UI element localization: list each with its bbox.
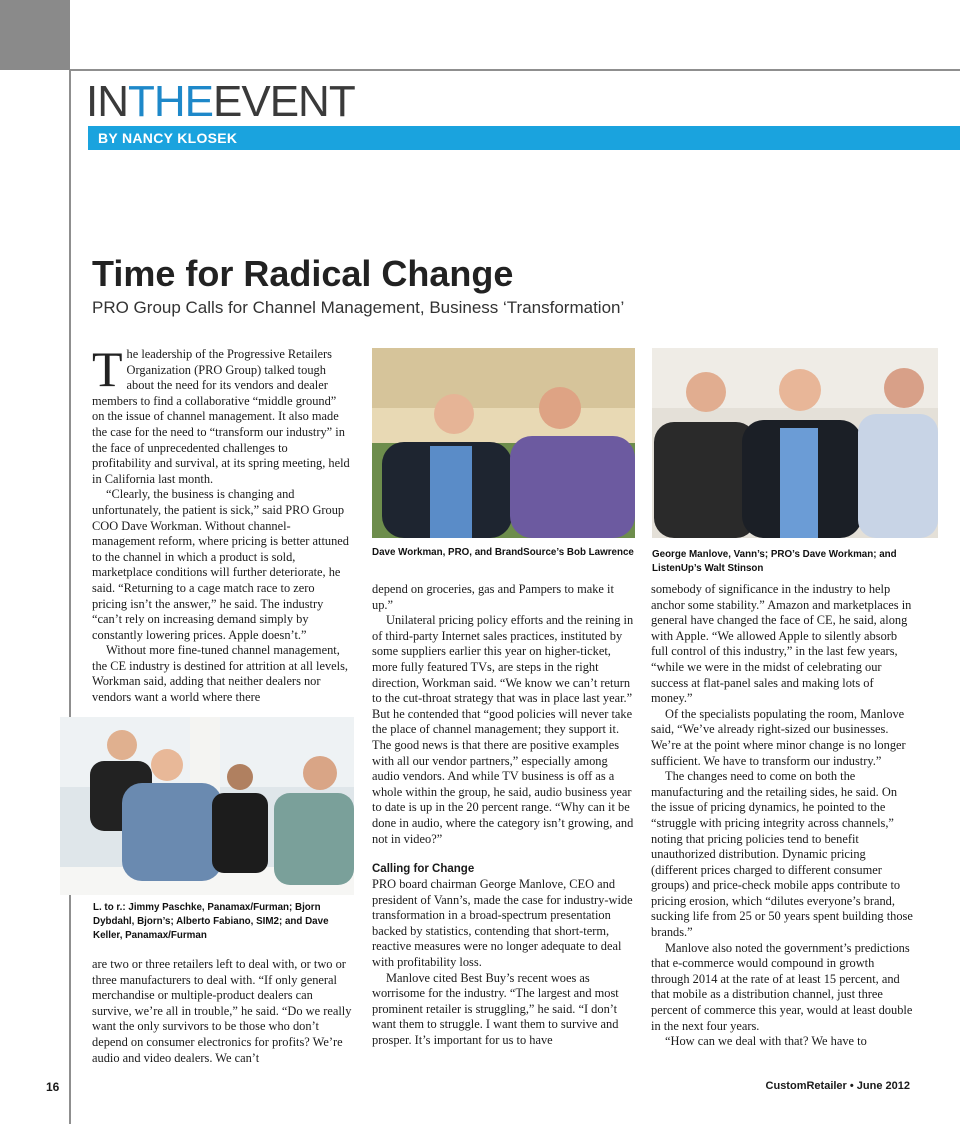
publication-info: CustomRetailer • June 2012 (765, 1080, 910, 1092)
photo-three-men (652, 348, 938, 538)
paragraph: Manlove also noted the government’s predictions that e-commerce would compound in growth through 2014 at the rate of at least 15 percent, and that mobile as a distribution channel, just three percent of commerce this year, would at least double in the next four years. (651, 940, 913, 1033)
column-2 (372, 582, 635, 1049)
page-number: 16 (46, 1080, 60, 1094)
top-rule (70, 69, 960, 71)
paragraph: Unilateral pricing policy efforts and the reining in of third-party Internet sales practices, instituted by some suppliers earlier this year on higher-ticket, more fully featured TVs, are steps in the right direction, Workman said. “We know we can’t return to the cut-throat strategy that was in place last year.” But he contended that “good policies will never take the place of channel management; they support it. The good news is that there are positive examples with all our vendor partners,” especially among audio vendors. And while TV business is off as a whole within the group, he said, audio business year to date is up in the 20 percent range. “Why can it be done in audio, where the category isn’t growing, and not in video?” (372, 613, 634, 846)
section-title-part: THE (128, 77, 213, 126)
corner-block (0, 0, 70, 70)
photo-four-men (60, 717, 354, 895)
column-3 (651, 582, 914, 1050)
column-1-bottom (92, 957, 354, 1066)
headline: Time for Radical Change (92, 253, 514, 294)
paragraph: PRO board chairman George Manlove, CEO and president of Vann’s, made the case for industry-wide transformation in a broad-spectrum presentation backed by statistics, contending that short-term, reactive measures were no longer adequate to deal with profitability loss. (372, 877, 633, 970)
paragraph: “How can we deal with that? We have to (665, 1034, 867, 1049)
section-title-part: EVENT (213, 77, 355, 126)
section-title-part: IN (86, 77, 128, 126)
paragraph: depend on groceries, gas and Pampers to make it up.” (372, 582, 614, 612)
paragraph (92, 341, 350, 487)
caption-photo-three-men: George Manlove, Vann’s; PRO’s Dave Workman; and ListenUp’s Walt Stinson (652, 549, 897, 574)
paragraph: “Clearly, the business is changing and unfortunately, the patient is sick,” said PRO Group COO Dave Workman. Without channel-management reform, where pricing is better attuned to the channel in which a product is sold, marketplace conditions will further deteriorate, he said. “Returning to a cage match race to zero pricing isn’t the answer,” he said. The industry “can’t rely on increasing demand simply by constantly lowering prices. Apple doesn’t.” (92, 487, 350, 642)
section-title (86, 77, 355, 126)
column-1-top (92, 341, 350, 706)
caption-photo-two-men: Dave Workman, PRO, and BrandSource’s Bob Lawrence (372, 547, 634, 558)
drop-cap: T (92, 341, 123, 397)
paragraph: The changes need to come on both the manufacturing and the retailing sides, he said. On the issue of pricing dynamics, he pointed to the “struggle with pricing integrity across channels,” noting that pricing policies tend to benefit unauthorized distribution. Dynamic pricing (different prices charged to different consumer groups) and price-check mobile apps contribute to pricing erosion, which “dilutes everyone’s brand, sucking life from 25 or 50 years spent building those brands.” (651, 769, 913, 940)
paragraph: Of the specialists populating the room, Manlove said, “We’ve already right-sized our businesses. We’re at the point where minor change is no longer sufficient. We have to transform our industry.” (651, 706, 906, 768)
byline: BY NANCY KLOSEK (98, 130, 238, 146)
paragraph: Without more fine-tuned channel management, the CE industry is destined for attrition at all levels, Workman said, adding that neither dealers nor vendors want a world where there (92, 643, 349, 705)
paragraph: Manlove cited Best Buy’s recent woes as worrisome for the industry. “The largest and most prominent retailer is struggling,” he said. “I don’t want them to struggle. I want them to survive and prosper. It’s important for us to have (372, 970, 619, 1048)
paragraph: are two or three retailers left to deal with, or two or three manufacturers to deal with. “If only general merchandise or multiple-product dealers can survive, we’re all in trouble,” he said. “Do we really want the only survivors to be those who don’t depend on consumer electronics for profits? We’re audio and video dealers. We can’t (92, 957, 352, 1065)
paragraph: somebody of significance in the industry to help anchor some stability.” Amazon and marketplaces in general have changed the face of CE, he said, along with Apple. “We allowed Apple to silently absorb full control of this industry,” in the last few years, “while we were in the midst of celebrating our success at flat-panel sales and making lots of money.” (651, 582, 912, 706)
subhead: Calling for Change (372, 863, 475, 876)
paragraph-text: he leadership of the Progressive Retailers Organization (PRO Group) talked tough about the need for its vendors and dealer members to find a collaborative “middle ground” on the issue of channel management. It also made the case for the need to “transform our industry” in the face of unprecedented challenges to profitability and survival, at its spring meeting, held in California last month. (92, 347, 350, 486)
photo-two-men (372, 348, 635, 538)
deck: PRO Group Calls for Channel Management, Business ‘Transformation’ (92, 298, 625, 317)
left-rule (69, 70, 71, 1124)
caption-photo-four-men: L. to r.: Jimmy Paschke, Panamax/Furman; Bjorn Dybdahl, Bjorn’s; Alberto Fabiano, SIM2; and Dave Keller, Panamax/Furman (93, 902, 329, 941)
